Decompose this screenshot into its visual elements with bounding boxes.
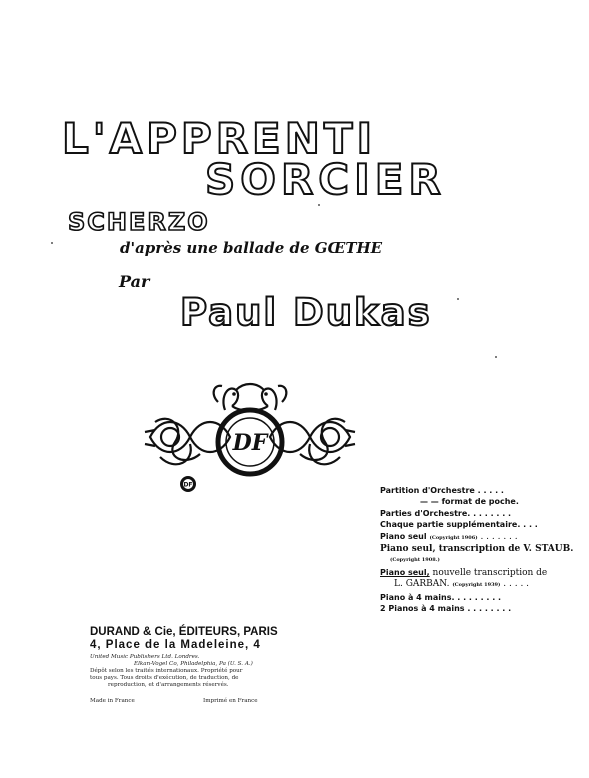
edition-dots: . . . . . . . (480, 531, 518, 542)
edition-name: L. GARBAN. (394, 579, 450, 590)
publisher-name: DURAND & Cie, ÉDITEURS, PARIS (90, 626, 278, 638)
edition-note: (Copyright 1908.) (390, 557, 440, 564)
scan-speck (457, 298, 459, 300)
legal-line: United Music Publishers Ltd. Londres. (90, 654, 200, 660)
legal-line: tous pays. Tous droits d'exécution, de traduction, de (90, 675, 239, 681)
edition-line: Piano seul, transcription de V. STAUB. (380, 544, 574, 555)
edition-line (380, 579, 555, 591)
edition-line: Chaque partie supplémentaire. . . . (380, 520, 538, 530)
printed-in-label: Imprimé en France (203, 698, 258, 704)
legal-notice (90, 654, 290, 689)
edition-line (380, 531, 555, 544)
subtitle: SCHERZO (68, 208, 210, 236)
edition-line: Parties d'Orchestre. . . . . . . . (380, 508, 512, 518)
publisher-address: 4, Place de la Madeleine, 4 (90, 639, 261, 651)
edition-line: Piano à 4 mains. . . . . . . . . (380, 592, 502, 602)
scan-speck (495, 356, 497, 358)
dedication: d'après une ballade de GŒTHE (120, 239, 383, 257)
editions-list (380, 485, 574, 614)
edition-line (380, 567, 555, 579)
edition-line: 2 Pianos à 4 mains . . . . . . . . (380, 604, 512, 614)
legal-line: Elkan-Vogel Co, Philadelphia, Pa (U. S. A.) (134, 661, 253, 667)
composer-name: Paul Dukas (180, 291, 432, 334)
legal-line: Dépôt selon les traités internationaux. Propriété pour (90, 668, 243, 674)
edition-dots: . . . . . (503, 579, 530, 590)
scan-speck (318, 204, 320, 206)
edition-label: Piano seul (380, 531, 427, 541)
by-label: Par (119, 272, 150, 291)
celtic-knot-emblem (140, 372, 360, 494)
publisher-logo: DF (183, 481, 193, 489)
made-in-label: Made in France (90, 698, 135, 704)
emblem-monogram: DF (232, 430, 268, 456)
edition-line: — — format de poche. (420, 497, 519, 507)
title-line-2: SORCIER (205, 155, 446, 204)
edition-text: nouvelle transcription de (432, 567, 548, 578)
title-line-1: L'APPRENTI (62, 114, 377, 163)
scan-speck (51, 242, 53, 244)
legal-line: reproduction, et d'arrangements réservés. (108, 682, 229, 688)
edition-note: (Copyright 1906) (429, 534, 478, 541)
edition-line: Partition d'Orchestre . . . . . (380, 486, 504, 495)
edition-note: (Copyright 1939) (452, 582, 501, 589)
edition-label: Piano seul, (380, 567, 430, 577)
